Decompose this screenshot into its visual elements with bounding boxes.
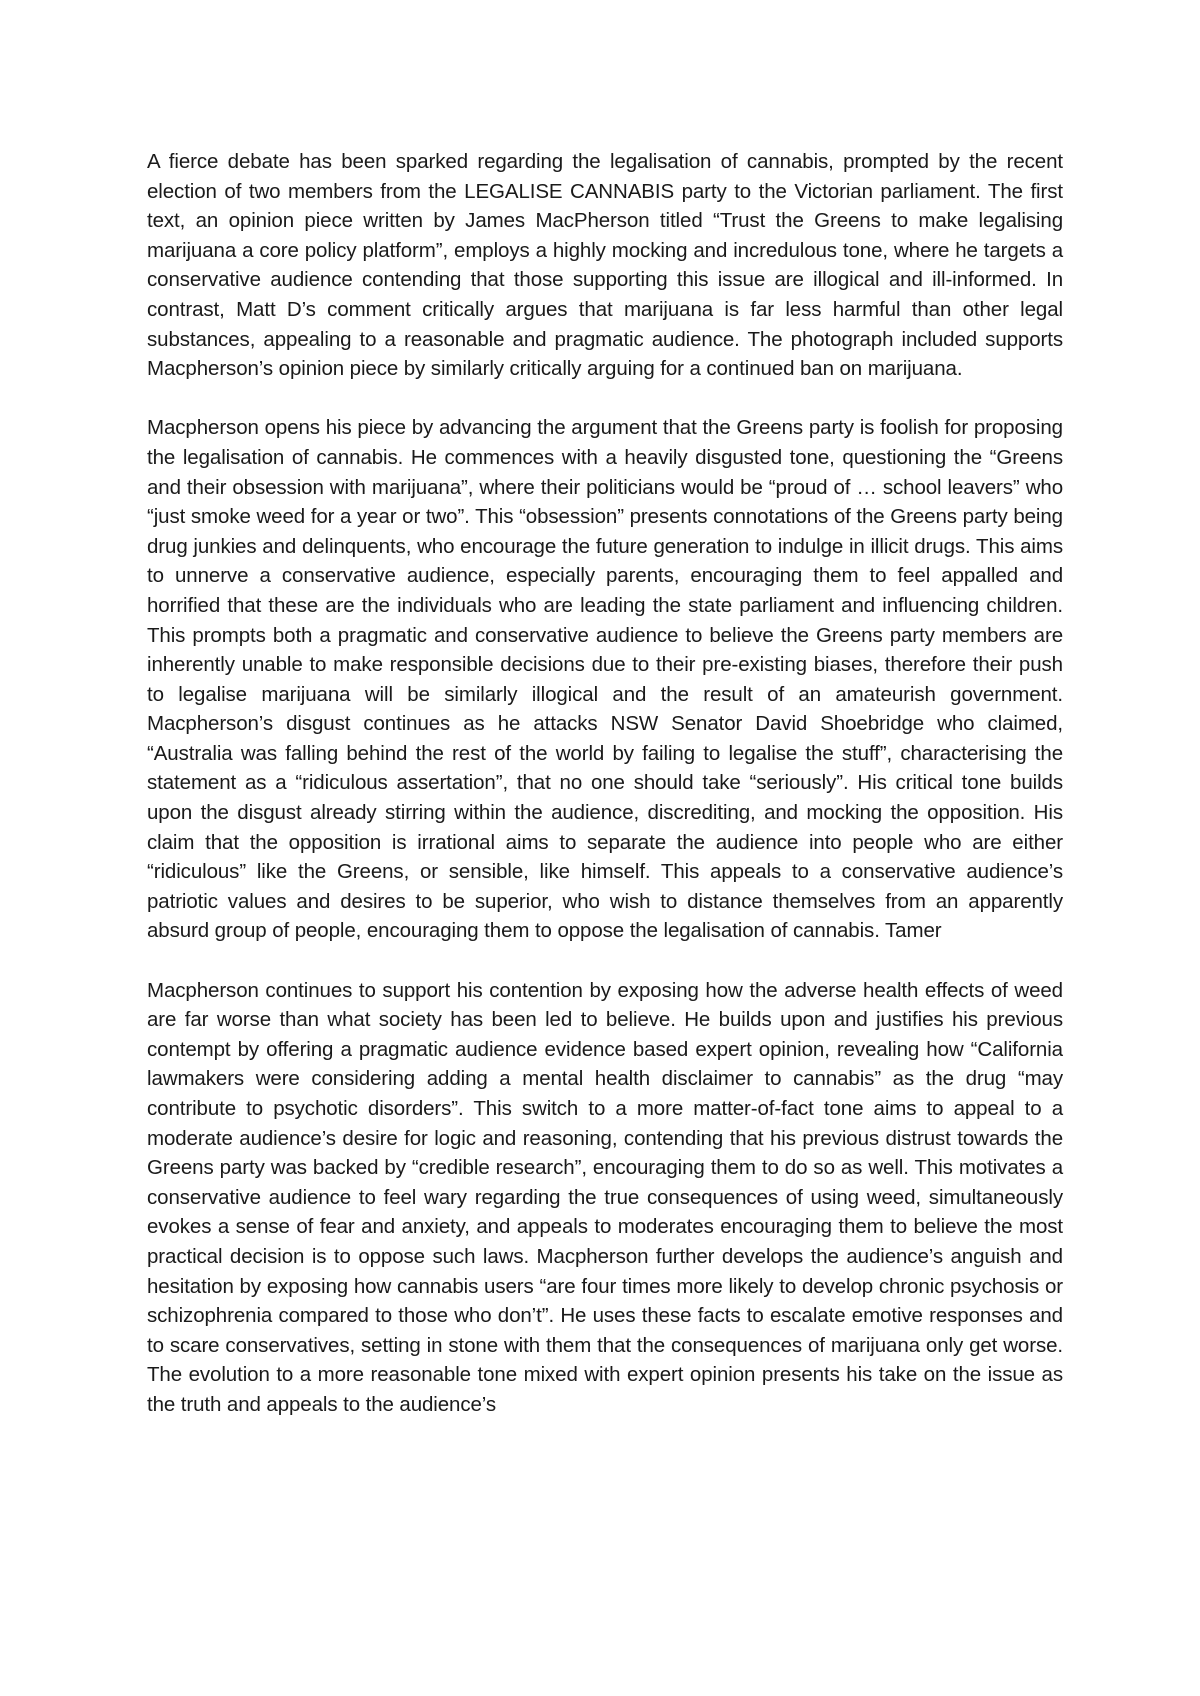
document-body: [147, 147, 1063, 1420]
paragraph-body-2: Macpherson continues to support his contention by exposing how the adverse health effects of weed are far worse than what society has been led to believe. He builds upon and justifies his previous contempt by offering a pragmatic audience evidence based expert opinion, revealing how “California lawmakers were considering adding a mental health disclaimer to cannabis” as the drug “may contribute to psychotic disorders”. This switch to a more matter-of-fact tone aims to appeal to a moderate audience’s desire for logic and reasoning, contending that his previous distrust towards the Greens party was backed by “credible research”, encouraging them to do so as well. This motivates a conservative audience to feel wary regarding the true consequences of using weed, simultaneously evokes a sense of fear and anxiety, and appeals to moderates encouraging them to believe the most practical decision is to oppose such laws. Macpherson further develops the audience’s anguish and hesitation by exposing how cannabis users “are four times more likely to develop chronic psychosis or schizophrenia compared to those who don’t”. He uses these facts to escalate emotive responses and to scare conservatives, setting in stone with them that the consequences of marijuana only get worse. The evolution to a more reasonable tone mixed with expert opinion presents his take on the issue as the truth and appeals to the audience’s: [147, 978, 1063, 1416]
paragraph-introduction: A fierce debate has been sparked regarding the legalisation of cannabis, prompted by the recent election of two members from the LEGALISE CANNABIS party to the Victorian parliament. The first text, an opinion piece written by James MacPherson titled “Trust the Greens to make legalising marijuana a core policy platform”, employs a highly mocking and incredulous tone, where he targets a conservative audience contending that those supporting this issue are illogical and ill-informed. In contrast, Matt D’s comment critically argues that marijuana is far less harmful than other legal substances, appealing to a reasonable and pragmatic audience. The photograph included supports Macpherson’s opinion piece by similarly critically arguing for a continued ban on marijuana.: [147, 150, 1063, 381]
paragraph-body-1: Macpherson opens his piece by advancing the argument that the Greens party is foolish for proposing the legalisation of cannabis. He commences with a heavily disgusted tone, questioning the “Greens and their obsession with marijuana”, where their politicians would be “proud of … school leavers” who “just smoke weed for a year or two”. This “obsession” presents connotations of the Greens party being drug junkies and delinquents, who encourage the future generation to indulge in illicit drugs. This aims to unnerve a conservative audience, especially parents, encouraging them to feel appalled and horrified that these are the individuals who are leading the state parliament and influencing children. This prompts both a pragmatic and conservative audience to believe the Greens party members are inherently unable to make responsible decisions due to their pre-existing biases, therefore their push to legalise marijuana will be similarly illogical and the result of an amateurish government. Macpherson’s disgust continues as he attacks NSW Senator David Shoebridge who claimed, “Australia was falling behind the rest of the world by failing to legalise the stuff”, characterising the statement as a “ridiculous assertation”, that no one should take “seriously”. His critical tone builds upon the disgust already stirring within the audience, discrediting, and mocking the opposition. His claim that the opposition is irrational aims to separate the audience into people who are either “ridiculous” like the Greens, or sensible, like himself. This appeals to a conservative audience’s patriotic values and desires to be superior, who wish to distance themselves from an apparently absurd group of people, encouraging them to oppose the legalisation of cannabis. Tamer: [147, 416, 1063, 943]
